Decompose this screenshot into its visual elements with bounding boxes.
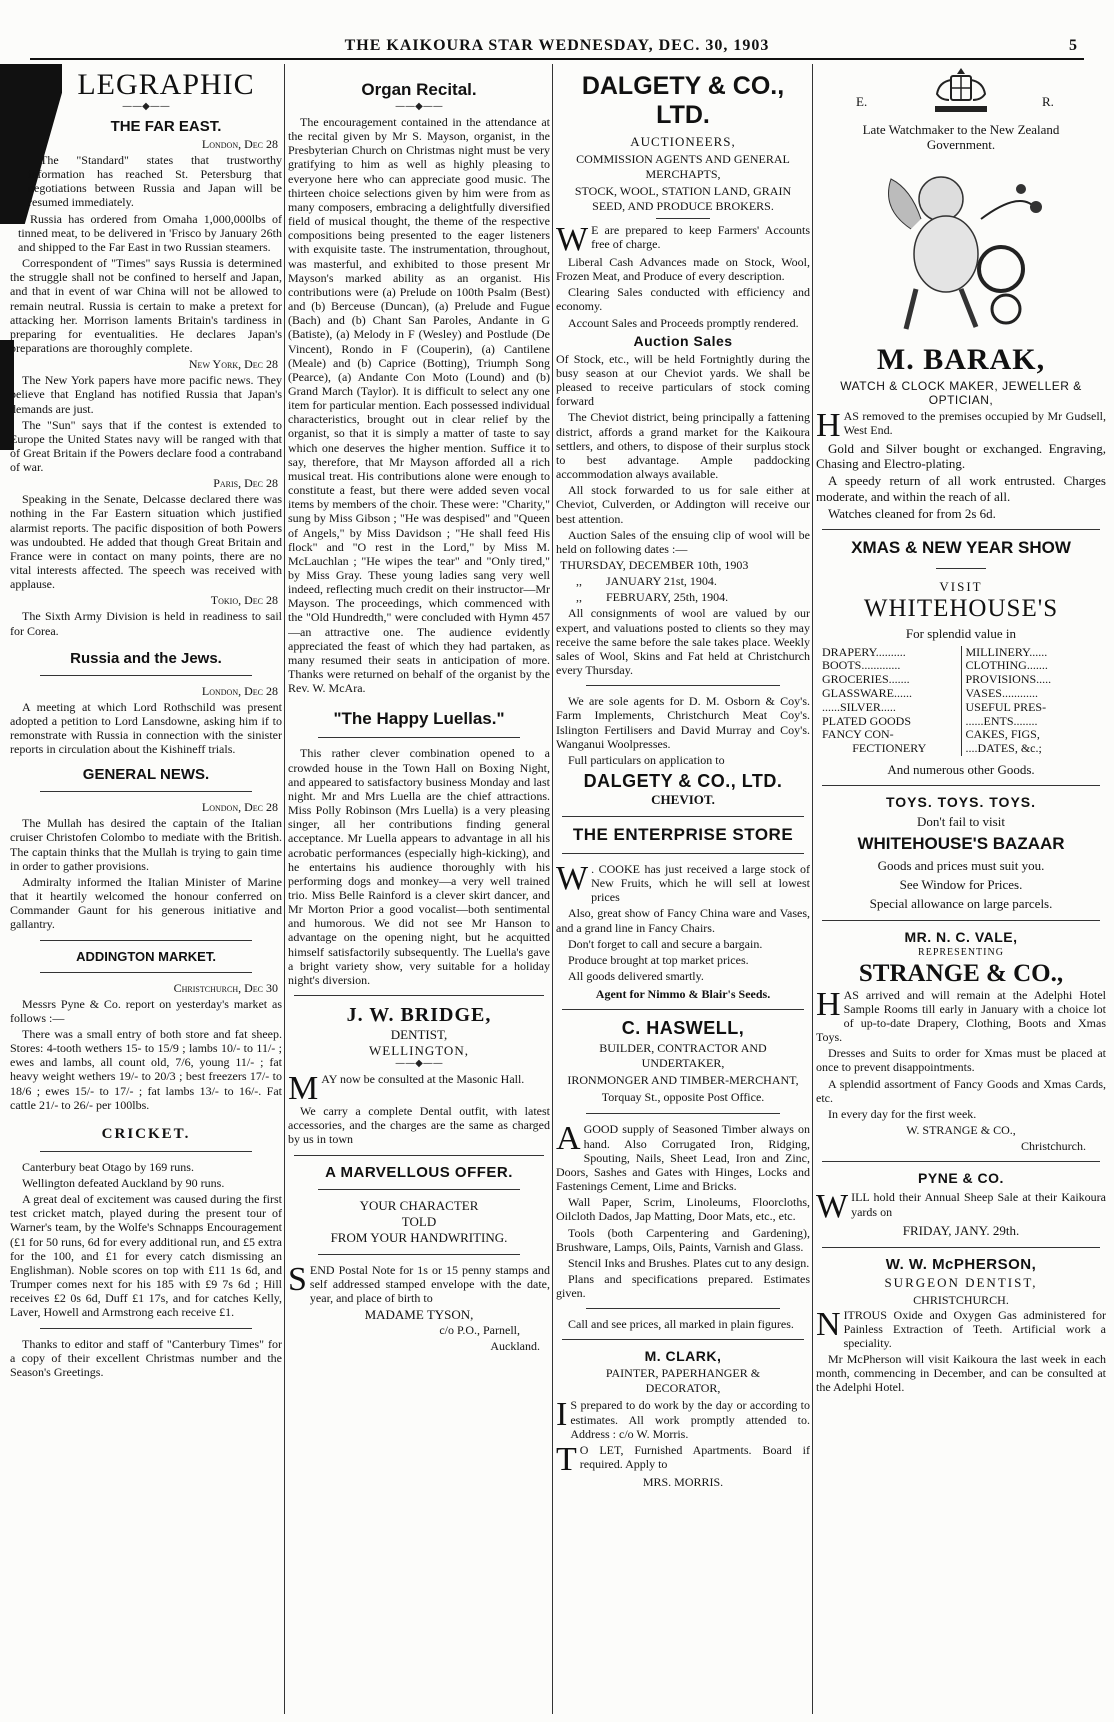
royal-coat-of-arms-icon: [921, 64, 1001, 120]
ornament: ——◆——: [395, 1058, 443, 1070]
vale-heading: MR. N. C. VALE,: [904, 928, 1018, 945]
goods-list: [822, 646, 1100, 756]
divider: [586, 1308, 780, 1309]
dalgety-heading: DALGETY & CO., LTD.: [581, 72, 785, 129]
goods-item: MILLINERY......: [965, 644, 1048, 659]
toys-line: See Window for Prices.: [899, 876, 1023, 892]
strange-signature: W. STRANGE & CO.,: [906, 1123, 1016, 1138]
goods-item: PLATED GOODS: [822, 713, 912, 728]
paragraph: The Cheviot district, being principally a fattening district, affords a grand market for the Kaikoura settlers, and others, to dispose of their surplus stock to best advantage. Ample paddocking accommodation always available.: [556, 410, 810, 482]
paragraph: Canterbury beat Otago by 169 runs.: [22, 1159, 194, 1174]
paragraph: Speaking in the Senate, Delcasse declared there was nothing in the Far Eastern situation which justified alarmist reports. The pacific disposition of both Powers was undoubted. He added that though Great Britain and France were in contact on many points, there are no vital interests affected. The speech was received with applause.: [10, 492, 282, 592]
divider: [40, 675, 252, 676]
drop-cap: M: [288, 1070, 319, 1108]
cherub-icon: [871, 159, 1051, 339]
dateline: New York, Dec 28: [188, 357, 278, 372]
clark-sub: PAINTER, PAPERHANGER & DECORATOR,: [605, 1366, 761, 1396]
haswell-sub: IRONMONGER AND TIMBER-MERCHANT,: [567, 1073, 799, 1088]
bazaar-heading: WHITEHOUSE'S BAZAAR: [857, 833, 1065, 853]
goods-item: GLASSWARE......: [822, 686, 913, 701]
dateline: London, Dec 28: [201, 137, 278, 151]
royal-cipher-right: R.: [1042, 94, 1054, 109]
goods-item: BOOTS.............: [822, 658, 901, 673]
russia-jews-heading: Russia and the Jews.: [70, 649, 222, 667]
goods-item: FECTIONERY: [852, 741, 927, 756]
paragraph: There was a small entry of both store and fat sheep. Stores: 4-tooth wethers 15- to 15/9 ; lambs 10/- to 11/- ; ewes and lambs, all count old, 7/6, young 11/- ; fat heavy weight wethers 19/- to 20/3 ; best freezers 17/- to 18/6 ; ewes 15/- to 17/- ; fat lambs 13/- to 16/-. Fat cattle 21/- to 26/- per 100lbs.: [10, 1026, 282, 1112]
paragraph: Plans and specifications prepared. Estimates given.: [556, 1271, 810, 1301]
barak-heading: M. BARAK,: [876, 342, 1046, 376]
drop-cap: S: [288, 1260, 307, 1298]
dateline: London, Dec 28: [201, 800, 278, 815]
paragraph: In every day for the first week.: [828, 1106, 977, 1121]
offer-line: FROM YOUR HANDWRITING.: [330, 1229, 508, 1245]
paragraph: Of Stock, etc., will be held Fortnightly during the busy season at our Cheviot yards. We shall be pleased to receive particulars of stock coming forward: [556, 351, 810, 409]
divider: [318, 737, 520, 738]
divider: [562, 816, 804, 817]
paragraph: MAY now be consulted at the Masonic Hall.: [288, 1070, 525, 1108]
toys-line: Don't fail to visit: [917, 814, 1005, 830]
column-rule: [812, 64, 813, 1714]
goods-item: USEFUL PRES-: [965, 699, 1047, 714]
goods-item: GROCERIES.......: [822, 672, 910, 687]
sale-date: ,, JANUARY 21st, 1904.: [576, 574, 717, 589]
goods-item: VASES............: [965, 686, 1038, 701]
masthead: [30, 36, 1084, 60]
paragraph: HAS removed to the premises occupied by Mr Gudsell, West End.: [816, 406, 1106, 444]
paragraph: Thanks to editor and staff of "Canterbury Times" for a copy of their excellent Christmas number and the Season's Greetings.: [10, 1336, 282, 1379]
ornament: ——◆——: [122, 101, 170, 112]
cricket-heading: CRICKET.: [101, 1125, 191, 1142]
paragraph: We carry a complete Dental outfit, with latest accessories, and the charges are the same as charged by us in town: [288, 1104, 550, 1147]
divider: [40, 972, 252, 973]
paragraph: Wellington defeated Auckland by 90 runs.: [22, 1175, 225, 1190]
toys-line: Goods and prices must suit you.: [877, 857, 1045, 873]
divider: [318, 1189, 520, 1190]
divider: [822, 920, 1100, 921]
goods-item: ......ENTS........: [965, 713, 1038, 728]
dalgety-sub: STOCK, WOOL, STATION LAND, GRAIN SEED, AND PRODUCE BROKERS.: [574, 184, 792, 213]
paragraph: Tools (both Carpentering and Gardening), Brushware, Lamps, Oils, Paints, Varnish and Glass.: [556, 1225, 810, 1254]
cupid-illustration: [816, 153, 1106, 343]
mcpherson-heading: W. W. McPHERSON,: [885, 1255, 1037, 1273]
offer-address: Auckland.: [490, 1339, 540, 1354]
paragraph: All stock forwarded to us for sale either at Cheviot, Culverden, or Addington will receive our best attention.: [556, 483, 810, 526]
paragraph: Dresses and Suits to order for Xmas must be placed at once to prevent disappointments.: [816, 1046, 1106, 1075]
goods-item: CAKES, FIGS,: [965, 727, 1040, 742]
dalgety-signature: DALGETY & CO., LTD.: [583, 771, 783, 791]
paragraph: Clearing Sales conducted with efficiency and economy.: [556, 285, 810, 314]
haswell-heading: C. HASWELL,: [621, 1018, 745, 1039]
paragraph: This rather clever combination opened to a crowded house in the Town Hall on Boxing Night, and appeared to satisfactory business Monday and last night. Mr and Mrs Luella are the chief attractions. Miss Polly Robinson (Mrs Luella) is a very pleasing singer, all her contributions finding general acceptance. Mr Luella appears to advantage in all his acrobatic performances (especially high-kicking), and he entertains his audience thoroughly with his performing dogs and monkey—a very well trained trio. Miss Belle Rainford is a clever skirt dancer, and Mr Morton Prior a good vocalist—both sentimental and humorous. We did not see Mr Hanson to advantage on the opening night, but he acquitted himself satisfactorily subsequently. The Luella's gave a bright variety show, very suitable for a holiday night's diversion.: [288, 746, 550, 987]
paragraph: A splendid assortment of Fancy Goods and Xmas Cards, etc.: [816, 1076, 1106, 1105]
happy-luellas-heading: "The Happy Luellas.": [333, 709, 505, 729]
other-goods: And numerous other Goods.: [887, 762, 1035, 777]
paragraph: Gold and Silver bought or exchanged. Engraving, Chasing and Electro-plating.: [816, 440, 1106, 471]
dalgety-signature-place: CHEVIOT.: [651, 792, 715, 807]
sale-date: THURSDAY, DECEMBER 10th, 1903: [560, 557, 749, 572]
goods-item: CLOTHING.......: [965, 658, 1048, 673]
goods-item: PROVISIONS.....: [965, 672, 1052, 687]
paragraph: WILL hold their Annual Sheep Sale at their Kaikoura yards on: [816, 1188, 1106, 1226]
dalgety-sub: COMMISSION AGENTS AND GENERAL MERCHAPTS,: [576, 152, 790, 181]
column-4: [816, 64, 1106, 1714]
paragraph: Full particulars on application to: [568, 752, 725, 767]
bridge-title: DENTIST,: [390, 1027, 448, 1043]
offer-address: c/o P.O., Parnell,: [439, 1323, 520, 1337]
divider: [822, 529, 1100, 530]
column-rule: [284, 64, 285, 1714]
divider: [40, 1328, 252, 1329]
organ-recital-heading: Organ Recital.: [361, 80, 477, 99]
paragraph: W . COOKE has just received a large stock of New Fruits, which he will sell at lowest prices: [556, 860, 810, 905]
paragraph: Messrs Pyne & Co. report on yesterday's market as follows :—: [10, 996, 282, 1025]
dateline: Paris, Dec 28: [213, 476, 278, 491]
dateline: Christchurch, Dec 30: [173, 980, 278, 995]
divider: [586, 685, 780, 686]
divider: [318, 1254, 520, 1255]
paragraph: Auction Sales of the ensuing clip of wool will be held on following dates :—: [556, 527, 810, 556]
paragraph: We are sole agents for D. M. Osborn & Coy's. Farm Implements, Christchurch Meat Coy's. Islington Fertilisers and David Murray and Coy's. Wanganui Woolpresses.: [556, 694, 810, 751]
addington-market-heading: ADDINGTON MARKET.: [76, 948, 216, 964]
paragraph: Correspondent of "Times" says Russia is determined the struggle shall not be confined to herself and Japan, and that in event of war China will not be allowed to remain neutral. Russia is certain to make a pretext for attacking her. Morrison laments Britain's tardiness in preparing for eventualities. He declares Japan's preparations are thoroughly complete.: [10, 256, 282, 356]
drop-cap: T: [556, 1440, 577, 1478]
toys-heading: TOYS. TOYS. TOYS.: [885, 794, 1037, 811]
xmas-show-heading: XMAS & NEW YEAR SHOW: [851, 538, 1071, 558]
divider: [40, 791, 252, 792]
watchmaker-note: Late Watchmaker to the New Zealand Government.: [862, 122, 1060, 153]
offer-line: YOUR CHARACTER: [359, 1197, 479, 1213]
bridge-name: J. W. BRIDGE,: [346, 1004, 492, 1027]
divider: [586, 1113, 780, 1114]
mcpherson-sub: SURGEON DENTIST,: [884, 1274, 1038, 1290]
paragraph: All consignments of wool are valued by our expert, and valuations posted to clients so they may receive the same before the sale takes place. Weekly sales of Wool, Skins and Fat held at Christchurch every Thursday.: [556, 606, 810, 678]
strange-heading: STRANGE & CO.,: [858, 959, 1064, 987]
goods-item: FANCY CON-: [822, 727, 894, 742]
column-rule: [552, 64, 553, 1714]
paragraph: Call and see prices, all marked in plain figures.: [568, 1317, 794, 1332]
splendid-value: For splendid value in: [905, 626, 1017, 642]
drop-cap: W: [816, 1188, 849, 1226]
pyne-date: FRIDAY, JANY. 29th.: [902, 1222, 1020, 1238]
drop-cap: W: [556, 860, 589, 897]
divider: [822, 785, 1100, 786]
paragraph: Produce brought at top market prices.: [568, 952, 749, 967]
paragraph: NITROUS Oxide and Oxygen Gas administered for Painless Extraction of Teeth. Artificial work a speciality.: [816, 1305, 1106, 1350]
divider: [656, 218, 710, 219]
divider: [822, 1161, 1100, 1162]
paragraph: The encouragement contained in the attendance at the recital given by Mr S. Mayson, organist, in the Presbyterian Church on Christmas night must be very gratifying to him as well as highly pleasing to everyone here who can appreciate good music. The thirteen choice selections given by him were from as many composers, embracing a delightfully diversified field of musical thought, the theme of the respective compositions being presented to the eager listeners with exquisite taste. The instrumentation, throughout, was masterful, and exhibited to those present Mr Mayson's marked ability as an organist. His contributions were (a) Prelude on 100th Psalm (Best) and (b) Berceuse (Duncan), (a) Prelude and Fugue (Bach) and (b) Chant San Paroles, Andante in G (Batiste), (a) Melody in F (Wesley) and Postlude (De Vincent), Rondo in F (Couperin), (a) Cantilene (Meale) and (b) Caprice (Botting), Triumph Song (Pearce), (a) Andante Con Moto (Lound) and (b) Grand March (Taylor). It is difficult to select any one item for particular mention. Each possessed individual characteristics, brought out in clear relief by the organist, so that it is simply a matter of taste to say which one deserves the higher mention. Suffice it to say, therefore, that Mr Mayson afforded all a rich musical treat. His contributions alone were enough to constitute a feast, but there were added seven vocal items by members of the choir. These were: "Charity," sung by Miss Gibson ; "He was despised" and "Queen of Angels," by Miss Davidson ; "He shall feed His flock" and "O rest in the Lord," by Miss M. McLauchlan ; "He wipes the tear" and "Only tired," by Miss Gray. These young ladies sang very well indeed, reflecting much credit on their instructor—Mr Mayson. The proceedings, which commenced with the "Old Hundredth," were concluded with Hymn 457—an attractive one. The audience evidently appreciated the feast of which they had partaken, as many resumed their seats in anticipation of more. Thanks were returned on behalf of the organist by the Rev. W. McAra.: [288, 115, 550, 696]
paragraph: Stencil Inks and Brushes. Plates cut to any design.: [568, 1255, 810, 1270]
divider: [294, 1155, 544, 1156]
page-number: 5: [1069, 37, 1078, 54]
paragraph: W E are prepared to keep Farmers' Accounts free of charge.: [556, 221, 810, 258]
sale-date: ,, FEBRUARY, 25th, 1904.: [576, 590, 729, 605]
far-east-heading: THE FAR EAST.: [110, 118, 222, 135]
clark-signature: MRS. MORRIS.: [642, 1474, 724, 1489]
telegraphic-heading: LEGRAPHIC: [77, 68, 255, 101]
paragraph: T O LET, Furnished Apartments. Board if required. Apply to: [556, 1440, 810, 1478]
dateline: Tokio, Dec 28: [210, 593, 278, 608]
dalgety-sub: AUCTIONEERS,: [630, 134, 736, 149]
bridge-place: WELLINGTON,: [369, 1043, 469, 1059]
goods-item: ....DATES, &c.;: [965, 741, 1042, 756]
drop-cap: A: [556, 1120, 581, 1158]
column-3: [556, 64, 810, 1714]
royal-cipher-left: E.: [856, 94, 868, 109]
toys-line: Special allowance on large parcels.: [869, 896, 1053, 912]
paragraph: The Mullah has desired the captain of the Italian cruiser Christofen Colombo to mediate with the British. The captain thinks that the Mullah is trying to gain time in order to gather provisions.: [10, 816, 282, 873]
divider: [936, 568, 986, 569]
divider: [40, 1151, 252, 1152]
visit-label: VISIT: [939, 579, 983, 595]
column-1: [10, 64, 282, 1714]
goods-item: DRAPERY..........: [822, 644, 906, 659]
paragraph: The New York papers have more pacific news. They believe that England has notified Russia that Japan's demands are just.: [10, 373, 282, 416]
paragraph: Russia has ordered from Omaha 1,000,000lbs of tinned meat, to be delivered in 'Frisco by January 26th and shipped to the Far East in two Russian steamers.: [18, 211, 282, 254]
paragraph: Also, great show of Fancy China ware and Vases, and a grand line in Fancy Chairs.: [556, 906, 810, 935]
enterprise-store-heading: THE ENTERPRISE STORE: [572, 825, 794, 844]
paragraph: Mr McPherson will visit Kaikoura the last week in each month, commencing in December, and can be consulted at the Adelphi Hotel.: [816, 1352, 1106, 1395]
ornament: ——◆——: [395, 101, 443, 112]
paragraph: All goods delivered smartly.: [568, 969, 704, 984]
representing-label: REPRESENTING: [918, 946, 1004, 958]
paragraph: Admiralty informed the Italian Minister of Marine that it heartily welcomed the honour conferred on Commander Gaunt for his generous initiative and gallantry.: [10, 874, 282, 932]
auction-sales-heading: Auction Sales: [633, 332, 733, 349]
paragraph: Watches cleaned for from 2s 6d.: [828, 505, 996, 521]
column-2: [288, 64, 550, 1714]
drop-cap: H: [816, 406, 841, 444]
paragraph: Liberal Cash Advances made on Stock, Wool, Frozen Meat, and Produce of every description.: [556, 255, 810, 284]
marvellous-offer-heading: A MARVELLOUS OFFER.: [325, 1163, 513, 1181]
paragraph: HAS arrived and will remain at the Adelphi Hotel Sample Rooms till early in January with a choice lot of up-to-date Drapery, Clothing, Boots and Xmas Toys.: [816, 985, 1106, 1045]
dateline: London, Dec 28: [201, 683, 278, 698]
offer-name: MADAME TYSON,: [364, 1307, 474, 1322]
paragraph: A great deal of excitement was caused during the first test cricket match, played during the present tour of Warner's team, by the Wolfe's Schnapps Encouragement (£1 for 50 runs, 6d for every additional run, and £5 extra for the 100, and £1 for every catch dismissing an Englishman). Noble scores on top with £11 1s 6d, and Trumper comes next for his 185 with £9 7s 6d ; Hill receives £2 0s 6d, Duff £1 17s, and for catches Kelly, Laver, Howell and Armstrong each receive £1.: [10, 1192, 282, 1320]
paragraph: I S prepared to do work by the day or according to estimates. All work promptly attended to. Address : c/o W. Morris.: [556, 1396, 810, 1441]
masthead-title: THE KAIKOURA STAR WEDNESDAY, DEC. 30, 1903: [344, 37, 770, 54]
strange-signature-place: Christchurch.: [1021, 1139, 1086, 1154]
paragraph: Account Sales and Proceeds promptly rendered.: [568, 315, 799, 330]
royal-warrant: [816, 64, 1106, 122]
divider: [294, 995, 544, 996]
paragraph: AGOOD supply of Seasoned Timber always on hand. Also Corrugated Iron, Ridging, Spouting, Nails, Sheet Lead, Iron and Zinc, Doors, Sashes and Gates with Hinges, Locks and Fastenings Cement, Lime and Bricks.: [556, 1120, 810, 1194]
goods-right: [962, 646, 1101, 756]
mcpherson-sub: CHRISTCHURCH.: [913, 1292, 1009, 1307]
divider: [562, 1009, 804, 1010]
divider: [562, 1339, 804, 1340]
pyne-heading: PYNE & CO.: [918, 1170, 1004, 1187]
paragraph: SEND Postal Note for 1s or 15 penny stamps and self addressed stamped envelope with the date, year, and place of birth to: [288, 1260, 550, 1305]
divider: [822, 1247, 1100, 1248]
goods-left: [822, 646, 962, 756]
haswell-sub: Torquay St., opposite Post Office.: [601, 1090, 765, 1105]
clark-heading: M. CLARK,: [644, 1348, 722, 1365]
paragraph: A meeting at which Lord Rothschild was present adopted a petition to Lord Lansdowne, asking him if to remonstrate with Russia in connection with the sinister reports in circulation about the Kishineff trials.: [10, 699, 282, 757]
agent-line: Agent for Nimmo & Blair's Seeds.: [595, 987, 771, 1002]
divider: [40, 940, 252, 941]
paragraph: The Sixth Army Division is held in readiness to sail for Corea.: [10, 609, 282, 638]
whitehouses-heading: WHITEHOUSE'S: [863, 595, 1059, 623]
offer-line: TOLD: [401, 1213, 437, 1229]
divider: [562, 853, 804, 854]
drop-cap: I: [556, 1396, 568, 1434]
haswell-sub: BUILDER, CONTRACTOR AND UNDERTAKER,: [599, 1041, 767, 1071]
goods-item: ......SILVER.....: [822, 699, 896, 714]
general-news-heading: GENERAL NEWS.: [82, 766, 210, 784]
paragraph: Don't forget to call and secure a bargain.: [568, 936, 763, 951]
barak-sub: WATCH & CLOCK MAKER, JEWELLER & OPTICIAN,: [840, 378, 1082, 407]
paragraph: The "Standard" states that trustworthy information has reached St. Petersburg that negotiations between Russia and Japan will be resumed immediately.: [28, 153, 282, 210]
drop-cap: N: [816, 1305, 841, 1343]
paragraph: A speedy return of all work entrusted. Charges moderate, and within the reach of all.: [816, 473, 1106, 504]
drop-cap: H: [816, 985, 841, 1023]
paragraph: The "Sun" says that if the contest is extended to Europe the United States navy will be ranged with that of Great Britain if the Powers declare food a contraband of war.: [10, 417, 282, 475]
paragraph: Wall Paper, Scrim, Linoleums, Floorcloths, Oilcloth Dados, Jap Matting, Door Mats, etc., etc.: [556, 1195, 810, 1224]
drop-cap: W: [556, 221, 589, 258]
